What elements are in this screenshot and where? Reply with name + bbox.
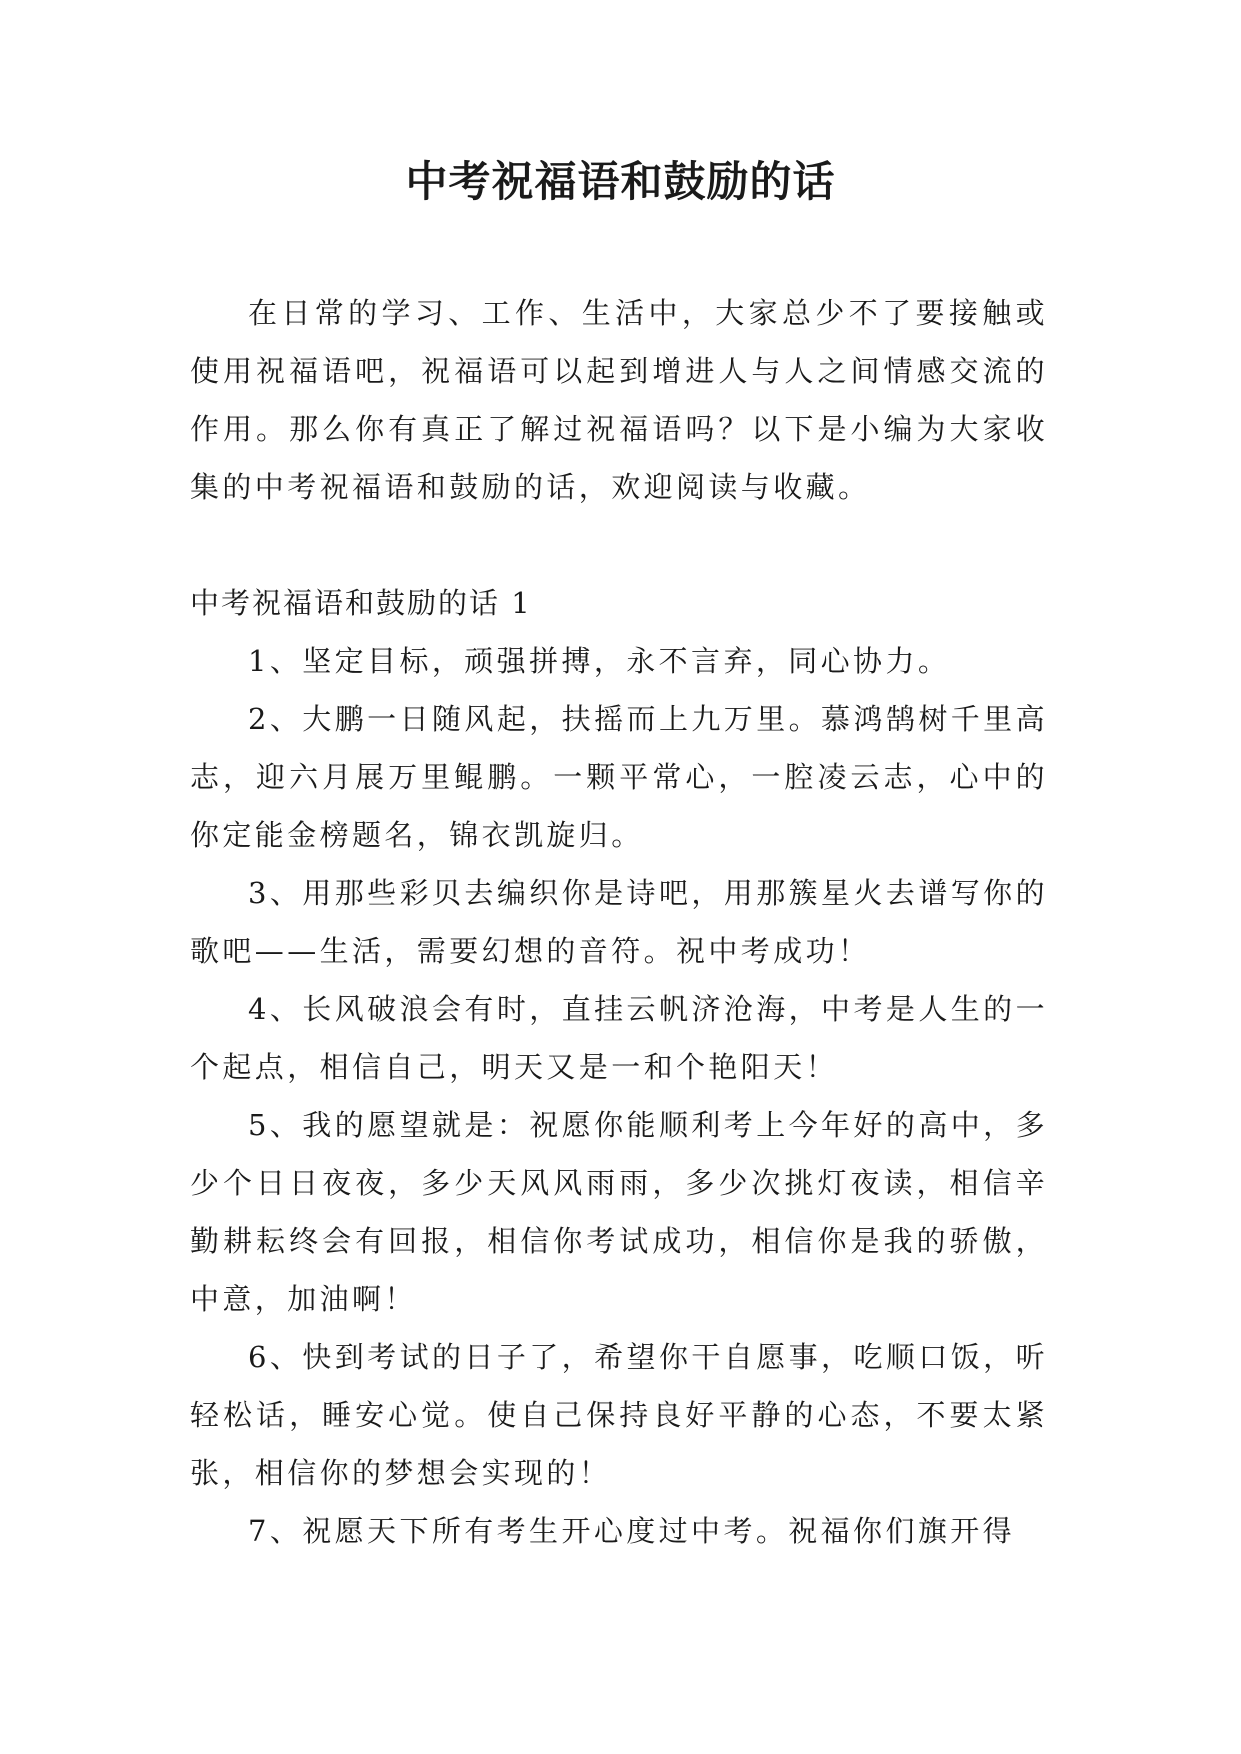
list-item: 4、长风破浪会有时，直挂云帆济沧海，中考是人生的一个起点，相信自己，明天又是一和个艳阳天！ — [190, 992, 1048, 1084]
section-heading: 中考祝福语和鼓励的话 1 — [190, 586, 532, 620]
list-item: 7、祝愿天下所有考生开心度过中考。祝福你们旗开得 — [248, 1514, 1016, 1548]
intro-paragraph: 在日常的学习、工作、生活中，大家总少不了要接触或使用祝福语吧，祝福语可以起到增进人与人之间情感交流的作用。那么你有真正了解过祝福语吗？以下是小编为大家收集的中考祝福语和鼓励的话，欢迎阅读与收藏。 — [190, 296, 1048, 504]
list-item: 6、快到考试的日子了，希望你干自愿事，吃顺口饭，听轻松话，睡安心觉。使自己保持良好平静的心态，不要太紧张，相信你的梦想会实现的！ — [190, 1340, 1048, 1490]
list-item: 3、用那些彩贝去编织你是诗吧，用那簇星火去谱写你的歌吧——生活，需要幻想的音符。祝中考成功！ — [190, 876, 1048, 968]
document-body — [190, 284, 1048, 1560]
document-title: 中考祝福语和鼓励的话 — [405, 157, 836, 206]
list-item: 5、我的愿望就是：祝愿你能顺利考上今年好的高中，多少个日日夜夜，多少天风风雨雨，多少次挑灯夜读，相信辛勤耕耘终会有回报，相信你考试成功，相信你是我的骄傲，中意，加油啊！ — [190, 1108, 1048, 1316]
list-item: 2、大鹏一日随风起，扶摇而上九万里。慕鸿鹄树千里高志，迎六月展万里鲲鹏。一颗平常心，一腔凌云志，心中的你定能金榜题名，锦衣凯旋归。 — [190, 702, 1048, 852]
list-item: 1、坚定目标，顽强拼搏，永不言弃，同心协力。 — [248, 644, 951, 678]
